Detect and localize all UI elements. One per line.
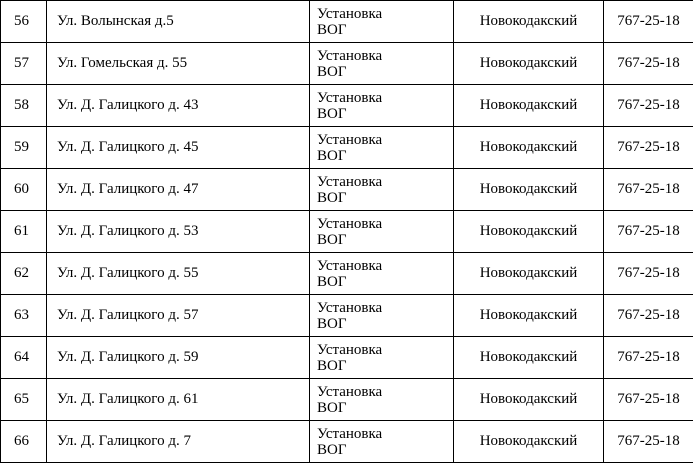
row-number: 65: [1, 379, 47, 421]
row-type-line1: Установка: [317, 47, 383, 64]
row-type-line1: Установка: [317, 5, 383, 22]
row-number: 59: [1, 127, 47, 169]
row-phone: 767-25-18: [604, 1, 693, 43]
row-address: Ул. Д. Галицкого д. 57: [47, 295, 310, 337]
row-type: [310, 1, 454, 43]
row-type-line1: Установка: [317, 299, 383, 316]
row-number: 66: [1, 421, 47, 463]
row-type: [310, 337, 454, 379]
table-row: [1, 1, 693, 43]
row-type-line2: ВОГ: [317, 105, 347, 122]
row-type-line1: Установка: [317, 341, 383, 358]
row-type: [310, 169, 454, 211]
row-type-line1: Установка: [317, 215, 383, 232]
row-type-line2: ВОГ: [317, 21, 347, 38]
row-district: Новокодакский: [454, 295, 604, 337]
row-district: Новокодакский: [454, 127, 604, 169]
row-address: Ул. Д. Галицкого д. 43: [47, 85, 310, 127]
table-row: [1, 379, 693, 421]
row-address: Ул. Волынская д.5: [47, 1, 310, 43]
row-district: Новокодакский: [454, 337, 604, 379]
table-row: [1, 43, 693, 85]
row-district: Новокодакский: [454, 1, 604, 43]
row-type: [310, 211, 454, 253]
row-phone: 767-25-18: [604, 127, 693, 169]
row-address: Ул. Д. Галицкого д. 45: [47, 127, 310, 169]
row-phone: 767-25-18: [604, 337, 693, 379]
row-type-line2: ВОГ: [317, 399, 347, 416]
row-number: 62: [1, 253, 47, 295]
row-district: Новокодакский: [454, 85, 604, 127]
row-type-line2: ВОГ: [317, 315, 347, 332]
table-row: [1, 253, 693, 295]
row-address: Ул. Д. Галицкого д. 47: [47, 169, 310, 211]
row-address: Ул. Гомельская д. 55: [47, 43, 310, 85]
records-table-body: [1, 1, 693, 463]
row-phone: 767-25-18: [604, 253, 693, 295]
row-number: 64: [1, 337, 47, 379]
row-phone: 767-25-18: [604, 211, 693, 253]
row-type-line2: ВОГ: [317, 231, 347, 248]
row-number: 61: [1, 211, 47, 253]
row-type: [310, 295, 454, 337]
row-phone: 767-25-18: [604, 169, 693, 211]
row-type-line1: Установка: [317, 257, 383, 274]
row-address: Ул. Д. Галицкого д. 61: [47, 379, 310, 421]
row-number: 60: [1, 169, 47, 211]
row-phone: 767-25-18: [604, 379, 693, 421]
row-phone: 767-25-18: [604, 295, 693, 337]
row-address: Ул. Д. Галицкого д. 59: [47, 337, 310, 379]
row-number: 56: [1, 1, 47, 43]
row-district: Новокодакский: [454, 169, 604, 211]
row-type: [310, 379, 454, 421]
row-type: [310, 421, 454, 463]
row-number: 58: [1, 85, 47, 127]
table-row: [1, 85, 693, 127]
row-phone: 767-25-18: [604, 421, 693, 463]
table-row: [1, 337, 693, 379]
row-address: Ул. Д. Галицкого д. 7: [47, 421, 310, 463]
row-district: Новокодакский: [454, 379, 604, 421]
row-district: Новокодакский: [454, 43, 604, 85]
row-type: [310, 85, 454, 127]
row-address: Ул. Д. Галицкого д. 55: [47, 253, 310, 295]
row-number: 63: [1, 295, 47, 337]
row-address: Ул. Д. Галицкого д. 53: [47, 211, 310, 253]
row-type-line2: ВОГ: [317, 357, 347, 374]
table-row: [1, 211, 693, 253]
row-type-line1: Установка: [317, 425, 383, 442]
row-type-line2: ВОГ: [317, 441, 347, 458]
row-phone: 767-25-18: [604, 85, 693, 127]
row-type: [310, 127, 454, 169]
row-type: [310, 253, 454, 295]
row-type-line1: Установка: [317, 173, 383, 190]
table-row: [1, 295, 693, 337]
table-row: [1, 421, 693, 463]
row-type: [310, 43, 454, 85]
row-type-line1: Установка: [317, 89, 383, 106]
row-type-line2: ВОГ: [317, 189, 347, 206]
row-type-line2: ВОГ: [317, 147, 347, 164]
row-type-line1: Установка: [317, 383, 383, 400]
row-phone: 767-25-18: [604, 43, 693, 85]
row-district: Новокодакский: [454, 211, 604, 253]
row-district: Новокодакский: [454, 421, 604, 463]
row-type-line2: ВОГ: [317, 273, 347, 290]
row-number: 57: [1, 43, 47, 85]
row-district: Новокодакский: [454, 253, 604, 295]
row-type-line2: ВОГ: [317, 63, 347, 80]
table-row: [1, 127, 693, 169]
row-type-line1: Установка: [317, 131, 383, 148]
table-row: [1, 169, 693, 211]
